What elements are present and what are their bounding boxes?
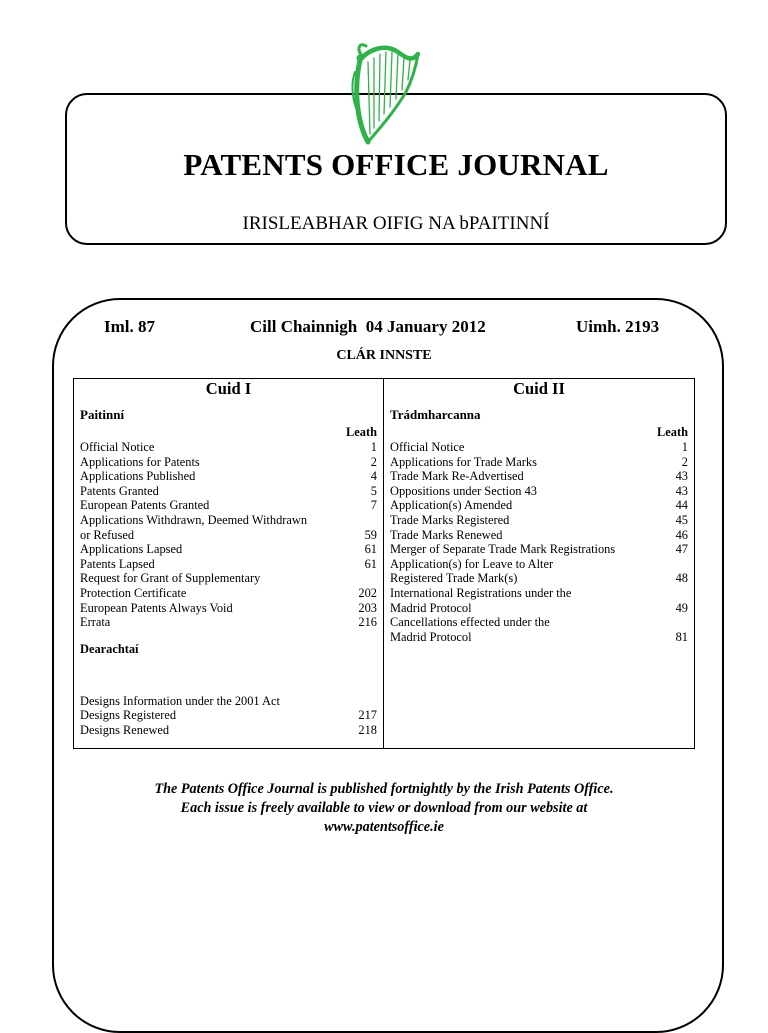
toc-row (80, 469, 377, 484)
toc-item-page: 43 (675, 483, 688, 498)
toc-item-page: 217 (358, 708, 377, 723)
toc-item-page: 61 (364, 542, 377, 557)
toc-item-name: Applications for Patents (80, 454, 200, 469)
toc-row (80, 484, 377, 499)
toc-item-name: Merger of Separate Trade Mark Registrations (390, 542, 616, 557)
toc-item-page (351, 694, 377, 709)
toc-item-page: 59 (364, 527, 377, 542)
toc-item-page: 4 (370, 469, 377, 484)
table-of-contents (73, 378, 695, 749)
issue-number: Uimh. 2193 (576, 317, 660, 336)
toc-row (390, 557, 688, 586)
toc-row (80, 513, 377, 542)
toc-item-name: Official Notice (80, 440, 155, 454)
toc-row (80, 455, 377, 470)
harp-emblem-icon (346, 42, 420, 146)
toc-item-page: 47 (675, 542, 688, 557)
toc-item-name: International Registrations under the Madrid Protocol (390, 585, 572, 615)
toc-item-page: 1 (681, 440, 688, 454)
toc-row (390, 528, 688, 543)
toc-item-name: Applications Withdrawn, Deemed Withdrawn or Refused (80, 512, 308, 542)
toc-item-name: Trade Marks Renewed (390, 527, 503, 542)
toc-item-name: Cancellations effected under the Madrid Protocol (390, 615, 550, 644)
toc-row (80, 723, 377, 738)
journal-title: PATENTS OFFICE JOURNAL (183, 147, 609, 182)
toc-item-page: 81 (675, 629, 688, 644)
toc-item-page: 7 (370, 498, 377, 513)
toc-item-name: Trade Marks Registered (390, 512, 510, 527)
part1-page-header: Leath (346, 425, 377, 439)
toc-row (390, 455, 688, 470)
journal-subtitle: IRISLEABHAR OIFIG NA bPAITINNÍ (242, 213, 550, 234)
toc-item-page: 2 (681, 454, 688, 469)
toc-item-page: 203 (358, 600, 377, 615)
toc-item-name: Designs Renewed (80, 722, 170, 737)
toc-row (390, 484, 688, 499)
publication-note-line2: Each issue is freely available to view or download from our website at (180, 800, 588, 816)
toc-item-name: Patents Lapsed (80, 556, 155, 571)
toc-item-page: 2 (370, 454, 377, 469)
toc-item-page: 61 (364, 556, 377, 571)
toc-row (390, 498, 688, 513)
toc-item-name: European Patents Always Void (80, 600, 233, 615)
toc-row (80, 601, 377, 616)
toc-row (80, 571, 377, 600)
toc-row (390, 469, 688, 484)
toc-row (80, 498, 377, 513)
toc-item-name: Applications for Trade Marks (390, 454, 537, 469)
toc-item-name: Application(s) for Leave to Alter Registered Trade Mark(s) (390, 556, 554, 586)
toc-item-page: 48 (675, 571, 688, 586)
contents-heading: CLÁR INNSTE (336, 348, 432, 363)
toc-item-name: Errata (80, 615, 111, 630)
toc-row (80, 440, 377, 455)
toc-item-page: 218 (358, 722, 377, 737)
issue-volume: Iml. 87 (104, 317, 155, 336)
toc-item-name: Applications Published (80, 469, 196, 484)
designs-section-title: Dearachtaí (80, 641, 139, 656)
toc-row (80, 615, 377, 630)
part2-page-header: Leath (657, 425, 688, 439)
toc-item-page: 44 (675, 498, 688, 513)
toc-item-page: 5 (370, 483, 377, 498)
toc-item-page: 49 (675, 600, 688, 615)
toc-item-page: 1 (370, 440, 377, 454)
toc-row (390, 586, 688, 615)
toc-row (390, 615, 688, 644)
toc-item-name: Official Notice (390, 440, 465, 454)
toc-row (390, 542, 688, 557)
toc-item-name: Application(s) Amended (390, 498, 513, 513)
toc-row (80, 708, 377, 723)
publication-note (0, 780, 768, 837)
toc-item-name: European Patents Granted (80, 498, 210, 513)
toc-row (390, 513, 688, 528)
toc-item-name: Trade Mark Re-Advertised (390, 469, 524, 484)
toc-item-page: 43 (675, 469, 688, 484)
toc-item-page: 216 (358, 615, 377, 630)
toc-item-name: Oppositions under Section 43 (390, 483, 537, 498)
part1-section-title: Paitinní (80, 407, 125, 422)
issue-place-date: Cill Chainnigh 04 January 2012 (250, 317, 486, 336)
toc-row (390, 440, 688, 455)
toc-row (80, 542, 377, 557)
toc-item-page: 46 (675, 527, 688, 542)
website-link[interactable]: www.patentsoffice.ie (324, 819, 444, 835)
toc-item-name: Request for Grant of Supplementary Protection Certificate (80, 571, 261, 600)
part1-column (74, 379, 384, 748)
part2-column (384, 379, 694, 748)
toc-row (80, 557, 377, 572)
toc-row (80, 694, 377, 709)
toc-item-name: Patents Granted (80, 483, 159, 498)
part1-title: Cuid I (205, 379, 252, 398)
toc-item-name: Designs Information under the 2001 Act (80, 693, 280, 708)
toc-item-page: 45 (675, 512, 688, 527)
toc-item-name: Designs Registered (80, 708, 177, 723)
part2-section-title: Trádmharcanna (390, 407, 481, 422)
toc-item-name: Applications Lapsed (80, 542, 183, 557)
publication-note-line1: The Patents Office Journal is published fortnightly by the Irish Patents Office. (154, 781, 614, 797)
toc-item-page: 202 (358, 585, 377, 600)
part2-title: Cuid II (513, 379, 565, 398)
